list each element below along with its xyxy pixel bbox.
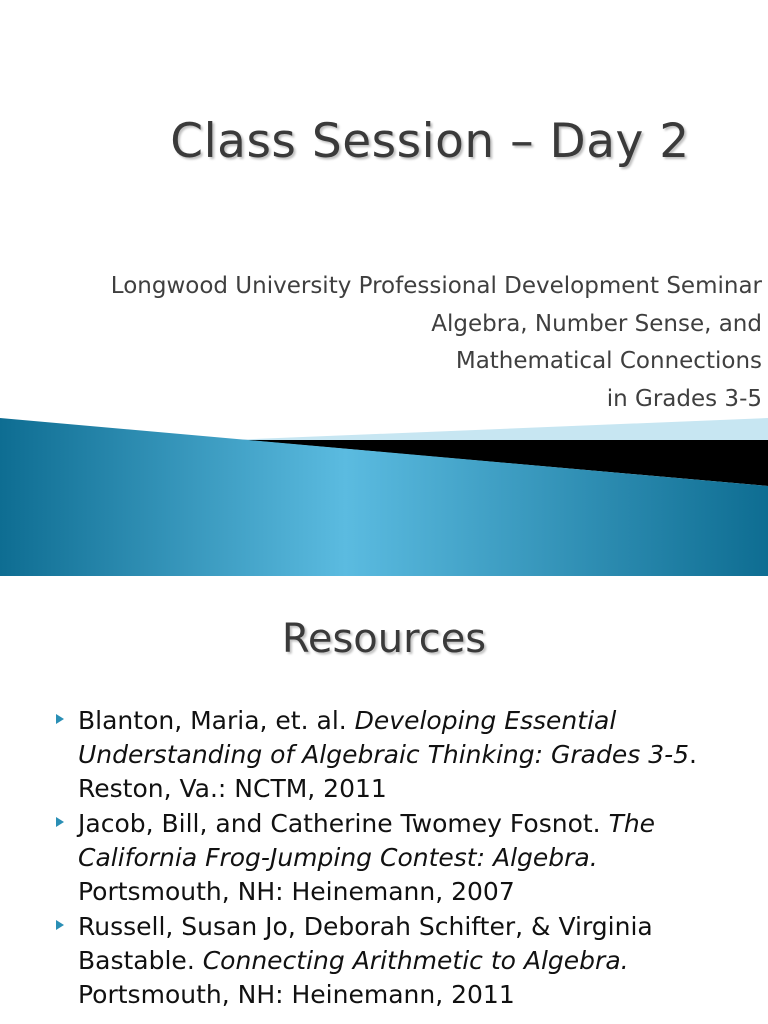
resource-title: Developing Essential Understanding of Algebraic Thinking: Grades 3-5 — [78, 706, 690, 769]
resource-title: Connecting Arithmetic to Algebra. — [202, 946, 629, 975]
subtitle-line-1: Longwood University Professional Development Seminar — [110, 273, 762, 299]
triangle-bullet-icon — [56, 714, 64, 724]
resource-item-3 — [55, 910, 755, 1012]
subtitle-line-2: Algebra, Number Sense, and — [431, 310, 762, 337]
triangle-bullet-icon — [56, 817, 64, 827]
light-sliver — [230, 418, 768, 440]
resource-publisher: . Reston, Va.: NCTM, 2011 — [78, 740, 697, 803]
resource-author: Blanton, Maria, et. al. — [78, 706, 355, 735]
resources-list — [55, 704, 755, 1013]
triangle-bullet-icon — [56, 920, 64, 930]
resource-author: Russell, Susan Jo, Deborah Schifter, & Virginia Bastable. — [78, 912, 653, 975]
subtitle-line-4: in Grades 3-5 — [606, 385, 762, 412]
resource-author: Jacob, Bill, and Catherine Twomey Fosnot. — [78, 809, 609, 838]
slide-title-heading: Class Session – Day 2 — [170, 114, 690, 169]
resource-publisher: Portsmouth, NH: Heinemann, 2011 — [78, 980, 515, 1009]
resource-publisher: Portsmouth, NH: Heinemann, 2007 — [78, 877, 515, 906]
resource-title: The California Frog-Jumping Contest: Algebra. — [78, 809, 656, 872]
subtitle-line-3: Mathematical Connections — [455, 348, 762, 374]
decorative-wave-band — [0, 410, 768, 576]
slide-subtitle — [111, 268, 762, 418]
resources-heading: Resources — [281, 616, 487, 662]
resource-item-2 — [55, 807, 755, 909]
resource-item-1 — [55, 704, 755, 806]
